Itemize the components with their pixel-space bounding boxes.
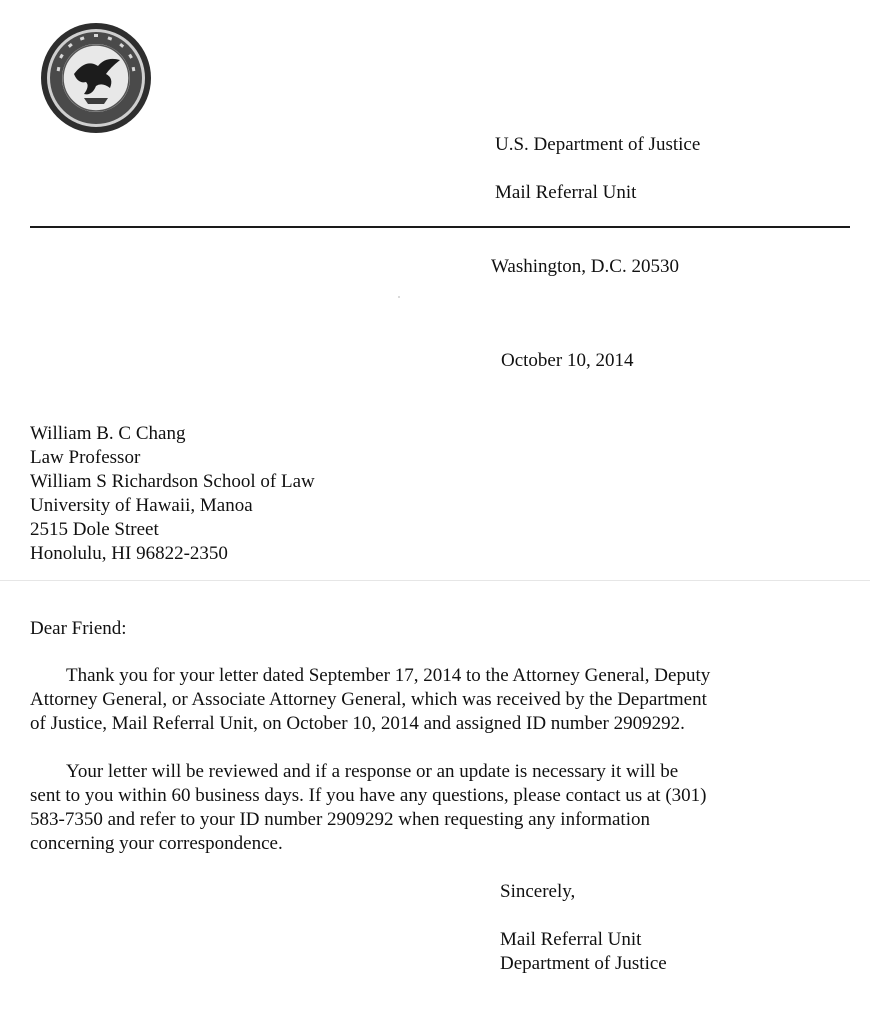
scan-fold-line xyxy=(0,580,870,581)
body-line: Attorney General, or Associate Attorney General, which was received by the Department xyxy=(30,689,707,710)
body-paragraph-2 xyxy=(30,760,707,856)
recipient-name: William B. C Chang xyxy=(30,423,186,444)
recipient-street: 2515 Dole Street xyxy=(30,519,159,540)
body-paragraph-1 xyxy=(30,664,710,736)
doj-seal-logo xyxy=(40,22,152,134)
unit-name: Mail Referral Unit xyxy=(495,182,637,203)
body-line: Thank you for your letter dated September 17, 2014 to the Attorney General, Deputy xyxy=(66,665,711,686)
scan-speck xyxy=(398,296,400,298)
signature-line-1: Mail Referral Unit xyxy=(500,929,642,950)
agency-name: U.S. Department of Justice xyxy=(495,134,701,155)
letterhead-divider xyxy=(30,226,850,228)
recipient-school: William S Richardson School of Law xyxy=(30,471,315,492)
body-line: of Justice, Mail Referral Unit, on October 10, 2014 and assigned ID number 2909292. xyxy=(30,713,685,734)
body-line: concerning your correspondence. xyxy=(30,833,283,854)
recipient-title: Law Professor xyxy=(30,447,141,468)
valediction: Sincerely, xyxy=(500,881,576,902)
body-line: Your letter will be reviewed and if a response or an update is necessary it will be xyxy=(66,761,679,782)
recipient-address xyxy=(30,422,315,566)
recipient-city: Honolulu, HI 96822-2350 xyxy=(30,543,228,564)
letter-date: October 10, 2014 xyxy=(501,350,634,371)
agency-city: Washington, D.C. 20530 xyxy=(491,256,679,277)
signature-line-2: Department of Justice xyxy=(500,953,667,974)
body-line: sent to you within 60 business days. If you have any questions, please contact us at (301) xyxy=(30,785,707,806)
recipient-university: University of Hawaii, Manoa xyxy=(30,495,253,516)
signature-block xyxy=(500,928,667,976)
body-line: 583-7350 and refer to your ID number 2909292 when requesting any information xyxy=(30,809,650,830)
salutation: Dear Friend: xyxy=(30,618,127,639)
